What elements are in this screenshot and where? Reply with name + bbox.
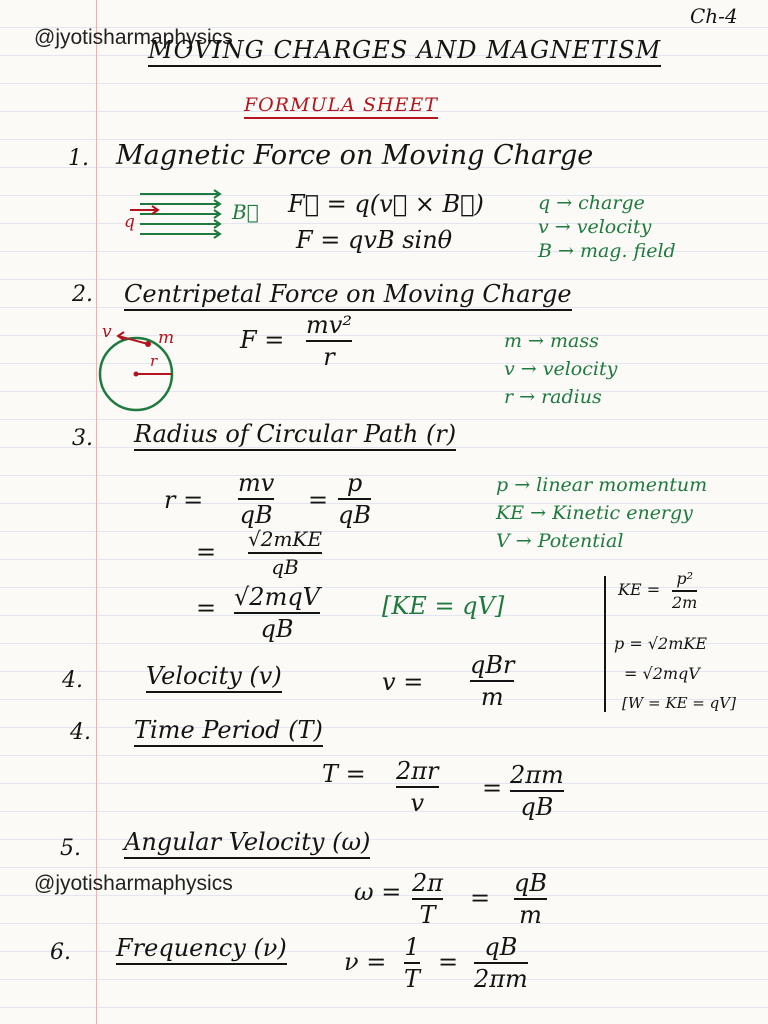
angular-f1-denominator: T — [419, 901, 436, 930]
section-1-number: 1. — [68, 146, 89, 171]
frequency-fraction-1 — [404, 934, 420, 993]
velocity-fraction — [470, 652, 514, 711]
lorentz-force-vector-eq: F⃗ = q(v⃗ × B⃗) — [288, 190, 484, 218]
centripetal-numerator: mv² — [306, 311, 352, 339]
fraction-bar — [396, 786, 439, 788]
frequency-fraction-2 — [474, 934, 528, 993]
radius-f3-denominator: qB — [271, 555, 299, 579]
radius-lhs: r = — [164, 486, 204, 514]
radius-f2-denominator: qB — [338, 501, 371, 530]
equals-sign: = — [482, 774, 503, 802]
section-4a-heading: Velocity (v) — [146, 662, 282, 693]
lorentz-force-magnitude-eq: F = qvB sinθ — [296, 226, 453, 254]
fraction-bar — [234, 612, 320, 614]
page-subtitle: FORMULA SHEET — [244, 94, 438, 119]
side-ke-denominator: 2m — [672, 592, 698, 612]
radius-fraction-4 — [234, 584, 320, 643]
ke-relation-note: [KE = qV] — [382, 592, 505, 620]
period-f2-numerator: 2πm — [510, 761, 564, 789]
velocity-lhs: v = — [382, 668, 424, 696]
fraction-bar — [672, 590, 697, 592]
equals-sign: = — [438, 948, 459, 976]
velocity-label: v — [102, 322, 112, 342]
legend-1-item-1: q → charge — [538, 192, 645, 214]
legend-3-item-2: KE → Kinetic energy — [496, 502, 693, 524]
radius-f1-numerator: mv — [238, 469, 275, 497]
legend-1-item-2: v → velocity — [538, 216, 652, 238]
equals-sign: = — [470, 884, 491, 912]
equals-sign: = — [308, 486, 329, 514]
fraction-bar — [238, 498, 274, 500]
angular-f1-numerator: 2π — [412, 869, 444, 897]
angular-fraction-2 — [514, 870, 547, 929]
centripetal-denominator: r — [323, 343, 335, 372]
section-4b-number: 4. — [70, 720, 91, 745]
side-momentum-eq-1: p = √2mKE — [614, 634, 707, 653]
fraction-bar — [470, 680, 514, 682]
radius-f4-denominator: qB — [260, 615, 294, 644]
watermark-bottom: @jyotisharmaphysics — [34, 872, 233, 895]
fraction-bar — [248, 552, 322, 554]
angular-fraction-1 — [412, 870, 443, 929]
legend-3-item-3: V → Potential — [496, 530, 624, 552]
centripetal-fraction — [306, 312, 352, 371]
period-f2-denominator: qB — [520, 793, 554, 822]
fraction-bar — [404, 962, 420, 964]
section-4b-heading: Time Period (T) — [134, 716, 323, 747]
side-ke-lhs: KE = — [618, 580, 661, 599]
fraction-bar — [474, 962, 528, 964]
section-6-number: 6. — [50, 940, 71, 965]
radius-f2-numerator: p — [346, 469, 363, 497]
fraction-bar — [510, 790, 564, 792]
angular-f2-denominator: m — [519, 901, 542, 930]
period-fraction-1 — [396, 758, 439, 817]
section-6-heading: Frequency (ν) — [116, 934, 287, 965]
watermark-top: @jyotisharmaphysics — [34, 26, 233, 49]
centripetal-lhs: F = — [240, 326, 285, 354]
side-ke-fraction — [672, 570, 697, 611]
period-f1-numerator: 2πr — [396, 757, 439, 785]
period-lhs: T = — [322, 760, 366, 788]
magnetic-field-lines-diagram — [122, 186, 234, 242]
side-work-energy-note: [W = KE = qV] — [622, 694, 736, 712]
fraction-bar — [338, 498, 371, 500]
side-momentum-eq-2: = √2mqV — [624, 664, 700, 683]
mass-label: m — [158, 328, 175, 348]
equals-sign: = — [196, 538, 217, 566]
chapter-label: Ch-4 — [690, 4, 738, 28]
section-4a-number: 4. — [62, 668, 83, 693]
radius-f4-numerator: √2mqV — [234, 583, 321, 611]
fraction-bar — [412, 898, 443, 900]
section-3-heading: Radius of Circular Path (r) — [134, 420, 456, 451]
frequency-f2-numerator: qB — [484, 933, 518, 961]
section-3-number: 3. — [72, 426, 93, 451]
velocity-denominator: m — [480, 683, 504, 712]
velocity-numerator: qBr — [470, 651, 515, 679]
radius-fraction-2 — [338, 470, 371, 529]
angular-velocity-lhs: ω = — [354, 878, 402, 906]
page-margin-line — [96, 0, 97, 1024]
radius-fraction-3 — [248, 528, 322, 578]
charge-label: q — [124, 212, 135, 232]
frequency-lhs: ν = — [344, 948, 387, 976]
radius-fraction-1 — [238, 470, 274, 529]
legend-3-item-1: p → linear momentum — [496, 474, 708, 496]
side-note-divider — [604, 576, 606, 712]
frequency-f1-denominator: T — [404, 965, 421, 994]
fraction-bar — [306, 340, 352, 342]
side-ke-numerator: p² — [676, 569, 693, 588]
legend-2-item-1: m → mass — [504, 330, 599, 352]
page-title: MOVING CHARGES AND MAGNETISM — [148, 36, 661, 67]
radius-label: r — [150, 352, 158, 370]
legend-2-item-3: r → radius — [504, 386, 602, 408]
radius-f1-denominator: qB — [239, 501, 273, 530]
legend-1-item-3: B → mag. field — [538, 240, 676, 262]
b-field-label: B⃗ — [232, 200, 259, 224]
period-f1-denominator: v — [410, 789, 425, 818]
fraction-bar — [514, 898, 547, 900]
section-2-number: 2. — [72, 282, 93, 307]
equals-sign: = — [196, 594, 217, 622]
frequency-f2-denominator: 2πm — [474, 965, 528, 994]
period-fraction-2 — [510, 762, 564, 821]
section-2-heading: Centripetal Force on Moving Charge — [124, 280, 572, 311]
frequency-f1-numerator: 1 — [404, 933, 420, 961]
section-5-heading: Angular Velocity (ω) — [124, 828, 370, 859]
section-1-heading: Magnetic Force on Moving Charge — [116, 140, 594, 171]
radius-f3-numerator: √2mKE — [248, 527, 322, 551]
angular-f2-numerator: qB — [514, 869, 547, 897]
legend-2-item-2: v → velocity — [504, 358, 618, 380]
section-5-number: 5. — [60, 836, 81, 861]
